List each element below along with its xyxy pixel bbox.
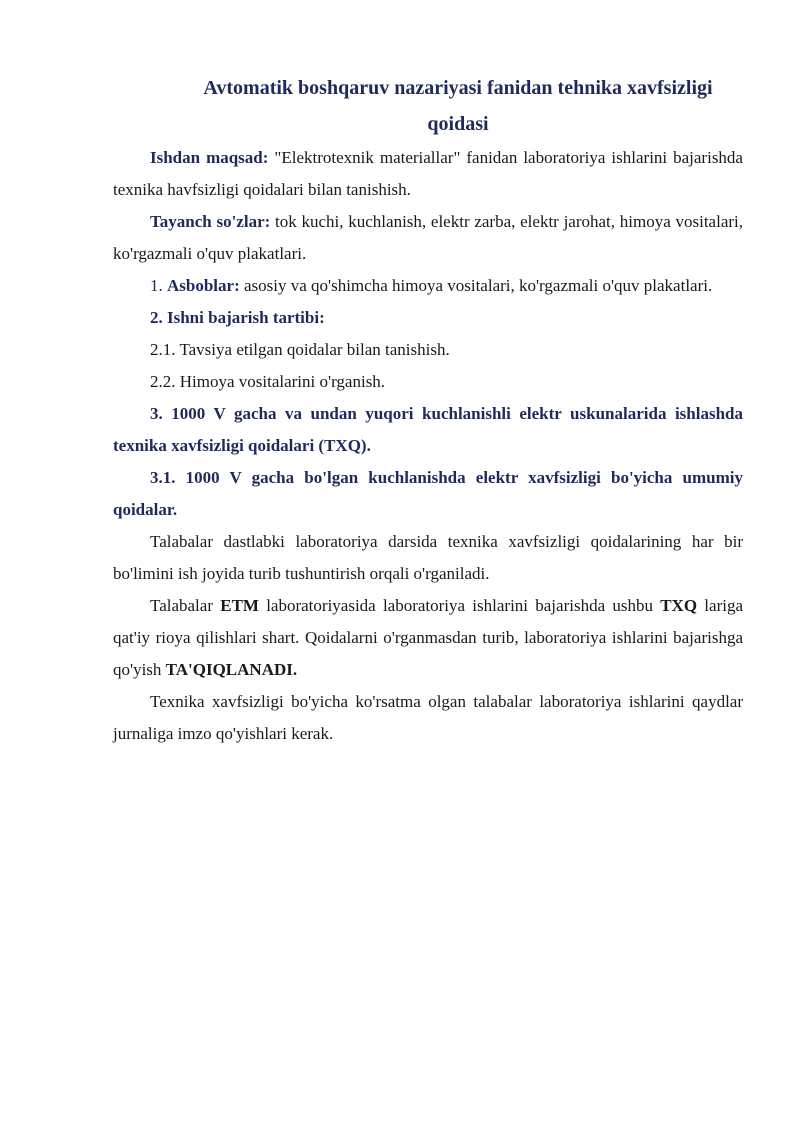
keywords-text: tok kuchi, kuchlanish, elektr zarba, elektr jarohat, himoya vositalari, ko'rgazmali o'quv plakatlari. bbox=[113, 212, 744, 263]
document-title: Avtomatik boshqaruv nazariyasi fanidan tehnika xavfsizligi bbox=[203, 77, 713, 99]
procedure-step-2: 2.2. Himoya vositalarini o'rganish. bbox=[150, 372, 386, 391]
p2-text-e: lariga qat'iy rioya qilishlari shart. Qoidalarni o'rganmasdan turib, laboratoriya ishlarini bajarishga qo'yish bbox=[113, 596, 743, 679]
keywords-paragraph bbox=[113, 206, 743, 270]
document-page bbox=[113, 70, 743, 750]
etm-term: ETM bbox=[220, 596, 259, 615]
txq-term: TXQ bbox=[660, 596, 698, 615]
tools-text: asosiy va qo'shimcha himoya vositalari, ko'rgazmali o'quv plakatlari. bbox=[239, 276, 713, 295]
keywords-label: Tayanch so'zlar: bbox=[150, 212, 271, 231]
prohibited-term: TA'QIQLANADI. bbox=[165, 660, 298, 679]
procedure-heading: 2. Ishni bajarish tartibi: bbox=[150, 308, 325, 327]
purpose-paragraph bbox=[113, 142, 743, 206]
tools-number: 1. bbox=[150, 276, 163, 295]
p2-text-a: Talabalar bbox=[150, 596, 221, 615]
document-title-continuation: qoidasi bbox=[427, 113, 489, 135]
body-paragraph-1: Talabalar dastlabki laboratoriya darsida texnika xavfsizligi qoidalarining har bir bo'limini ish joyida turib tushuntirish orqali o'rganiladi. bbox=[113, 532, 743, 583]
p2-text-c: laboratoriyasida laboratoriya ishlarini bajarishda ushbu bbox=[258, 596, 661, 615]
tools-paragraph bbox=[113, 270, 743, 302]
purpose-label: Ishdan maqsad: bbox=[150, 148, 269, 167]
section3-heading: 3. 1000 V gacha va undan yuqori kuchlanishli elektr uskunalarida ishlashda texnika xavfsizligi qoidalari (TXQ). bbox=[113, 404, 743, 455]
purpose-text: "Elektrotexnik materiallar" fanidan laboratoriya ishlarini bajarishda texnika havfsizligi qoidalari bilan tanishish. bbox=[113, 148, 743, 199]
section3-subheading: 3.1. 1000 V gacha bo'lgan kuchlanishda elektr xavfsizligi bo'yicha umumiy qoidalar. bbox=[113, 468, 743, 519]
body-paragraph-2 bbox=[113, 590, 743, 686]
tools-label: Asboblar: bbox=[167, 276, 240, 295]
body-paragraph-3: Texnika xavfsizligi bo'yicha ko'rsatma olgan talabalar laboratoriya ishlarini qaydlar jurnaliga imzo qo'yishlari kerak. bbox=[113, 692, 743, 743]
procedure-step-1: 2.1. Tavsiya etilgan qoidalar bilan tanishish. bbox=[150, 340, 450, 359]
